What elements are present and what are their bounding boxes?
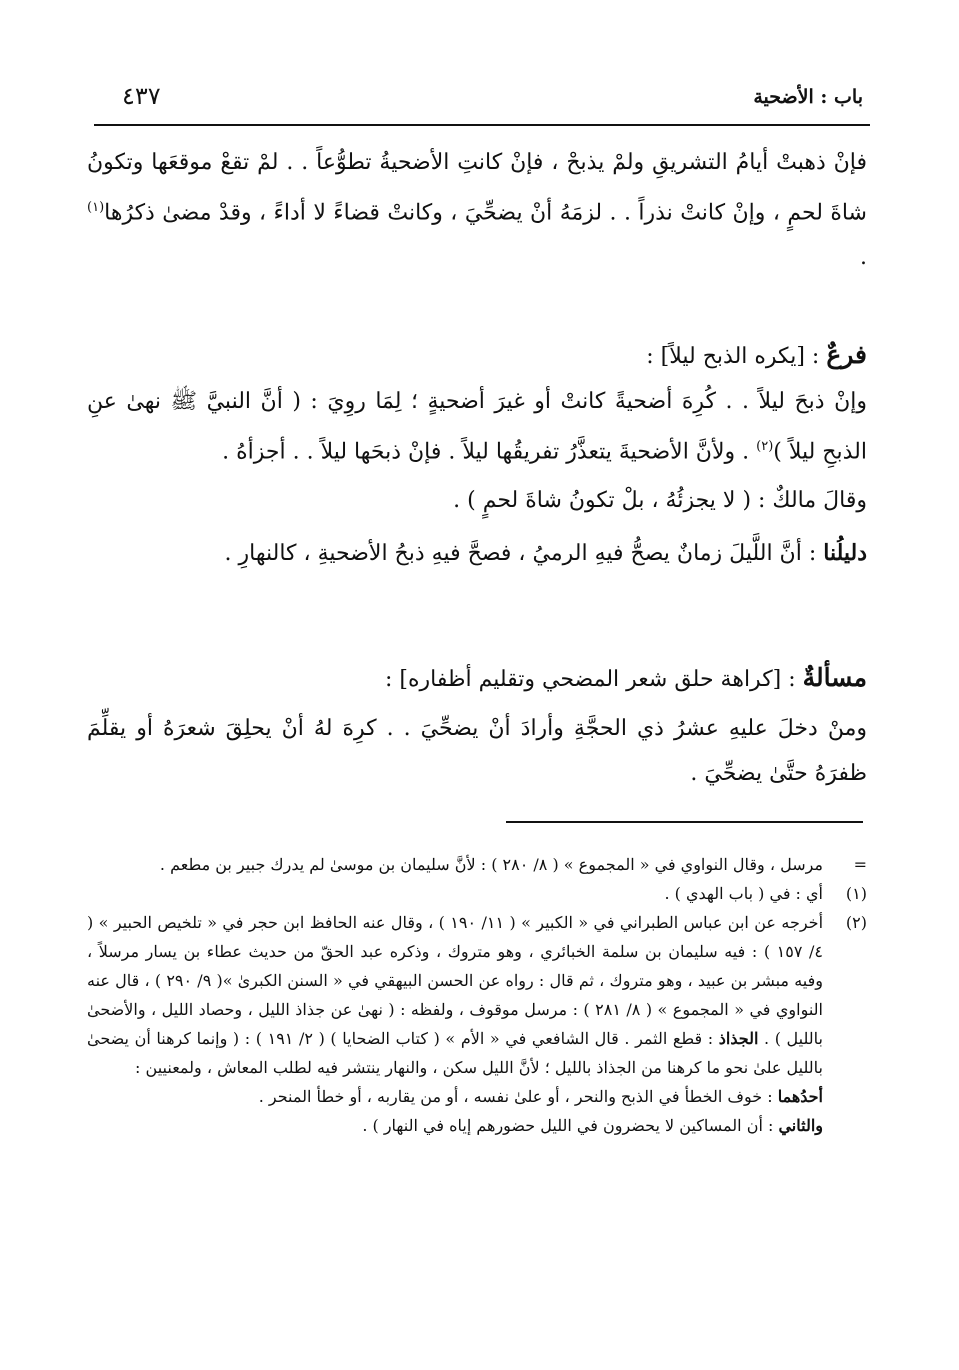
paragraph bbox=[87, 478, 867, 523]
footnote-sub-1 bbox=[87, 1082, 867, 1111]
footnote-text: مرسل ، وقال النواوي في « المجموع » ( ٨/ ٢٨٠ ) : لأنَّ سليمان بن موسىٰ لم يدرك جبير بن مطعم . bbox=[159, 855, 823, 874]
sub-label: والثاني bbox=[778, 1116, 823, 1135]
footnote-continued bbox=[87, 850, 867, 879]
section-3 bbox=[87, 655, 867, 796]
sub-text: : أن المساكين لا يحضرون في الليل حضورهم إياه في النهار ) . bbox=[362, 1116, 779, 1135]
paragraph bbox=[87, 706, 867, 796]
footnote-text: أي : في ( باب الهدي ) . bbox=[664, 884, 823, 903]
section-1 bbox=[87, 140, 867, 280]
paragraph-text: وإنْ ذبحَ ليلاً . . كُرِهَ أضحيةً كانتْ أو غيرَ أضحيةٍ ؛ لِمَا روِيَ : ( أنَّ النبيَّ ﷺ نهىٰ عنِ الذبحِ ليلاً ) bbox=[87, 389, 867, 465]
paragraph-text: ومنْ دخلَ عليهِ عشرُ ذي الحجَّةِ وأرادَ أنْ يضحِّيَ . . كرِهَ لهُ أنْ يحلِقَ شعرَهُ أو يقلِّمَ ظفرَهُ حتَّىٰ يضحِّيَ . bbox=[87, 716, 867, 786]
footnote-ref: (١) bbox=[87, 200, 105, 215]
paragraph-text-end: . bbox=[860, 245, 867, 271]
heading-text: : [يكره الذبح ليلاً] : bbox=[646, 344, 827, 369]
footnote-bold-term: الجذاذ bbox=[718, 1029, 759, 1048]
footnotes bbox=[87, 850, 867, 1140]
paragraph-text-end: . ولأنَّ الأضحيةَ يتعذَّرُ تفريقُها ليلاً . فإنْ ذبحَها ليلاً . . أجزأهُ . bbox=[222, 439, 757, 465]
footnote-rule bbox=[506, 821, 863, 823]
heading-text: : [كراهة حلق شعر المضحي وتقليم أظفاره] : bbox=[384, 667, 803, 692]
footnote-body bbox=[87, 908, 823, 1082]
footnote-mark: (٢) bbox=[845, 913, 867, 932]
footnote-sub-2 bbox=[87, 1111, 867, 1140]
paragraph-text: فإنْ ذهبتْ أيامُ التشريقِ ولمْ يذبحْ ، فإنْ كانتِ الأضحيةُ تطوُّعاً . . لمْ تقعْ موقعَها وتكونُ شاةَ لحمٍ ، وإنْ كانتْ نذراً . . لزمَهُ أنْ يضحِّيَ ، وكانتْ قضاءً لا أداءً ، وقدْ مضىٰ ذكرُها bbox=[87, 150, 867, 226]
header-rule bbox=[94, 124, 870, 126]
sub-label: أحدُهما bbox=[777, 1087, 823, 1106]
footnote-text-cont: : قطع الثمر . قال الشافعي في « الأم » ( كتاب الضحايا ) ( ٢/ ١٩١ ) : ( وإنما كرهنا أن يضحىٰ بالليل علىٰ نحو ما كرهنا من الجذاذ بالليل ؛ لأنَّ الليل سكن ، والنهار ينتشر فيه لطلب المعاش ، ولمعنيين : bbox=[87, 1029, 823, 1077]
paragraph bbox=[87, 379, 867, 474]
footnote-text: أخرجه عن ابن عباس الطبراني في « الكبير » ( ١١/ ١٩٠ ) ، وقال عنه الحافظ ابن حجر في « تلخيص الحبير » ( ٤/ ١٥٧ ) : فيه سليمان بن سلمة الخبائري ، وهو متروك ، وذكره عبد الحقّ من حديث عطاء بن يسار مرسلاً ، وفيه مبشر بن عبيد ، وهو متروك ، ثم قال : رواه عن الحسن البيهقي في « السنن الكبرىٰ »( ٩/ ٢٩٠ ) ، قال عنه النواوي في « المجموع » ( ٨/ ٢٨١ ) : مرسل موقوف ، ولفظه : ( نهىٰ عن جذاذ الليل ، وحصاد الليل ، والأضحىٰ بالليل ) . bbox=[87, 913, 824, 1048]
section-2 bbox=[87, 332, 867, 576]
proof-paragraph bbox=[87, 531, 867, 576]
proof-text: : أنَّ اللَّيلَ زمانٌ يصحُّ فيهِ الرميُ ، فصحَّ فيهِ ذبحُ الأضحيةِ ، كالنهارِ . bbox=[224, 541, 824, 567]
section-label: فرعٌ bbox=[826, 340, 867, 369]
section-heading bbox=[87, 655, 867, 702]
page-number: ٤٣٧ bbox=[122, 82, 161, 110]
footnote-ref: (٢) bbox=[756, 439, 774, 454]
section-label: مسألةٌ bbox=[802, 663, 867, 692]
running-title: باب : الأضحية bbox=[753, 86, 863, 108]
paragraph-text: وقالَ مالكٌ : ( لا يجزئُهُ ، بلْ تكونُ شاةَ لحمٍ ) . bbox=[453, 488, 867, 514]
footnote-1 bbox=[87, 879, 867, 908]
footnote-2 bbox=[87, 908, 867, 1082]
footnote-mark: (١) bbox=[845, 884, 867, 903]
paragraph bbox=[87, 140, 867, 280]
section-heading bbox=[87, 332, 867, 379]
sub-text: : خوف الخطأ في الذبح والنحر ، أو علىٰ نفسه ، أو من يقاربه ، أو خطأ المنحر . bbox=[258, 1087, 778, 1106]
continuation-mark: = bbox=[853, 855, 867, 874]
proof-label: دليلُنا bbox=[823, 540, 867, 567]
